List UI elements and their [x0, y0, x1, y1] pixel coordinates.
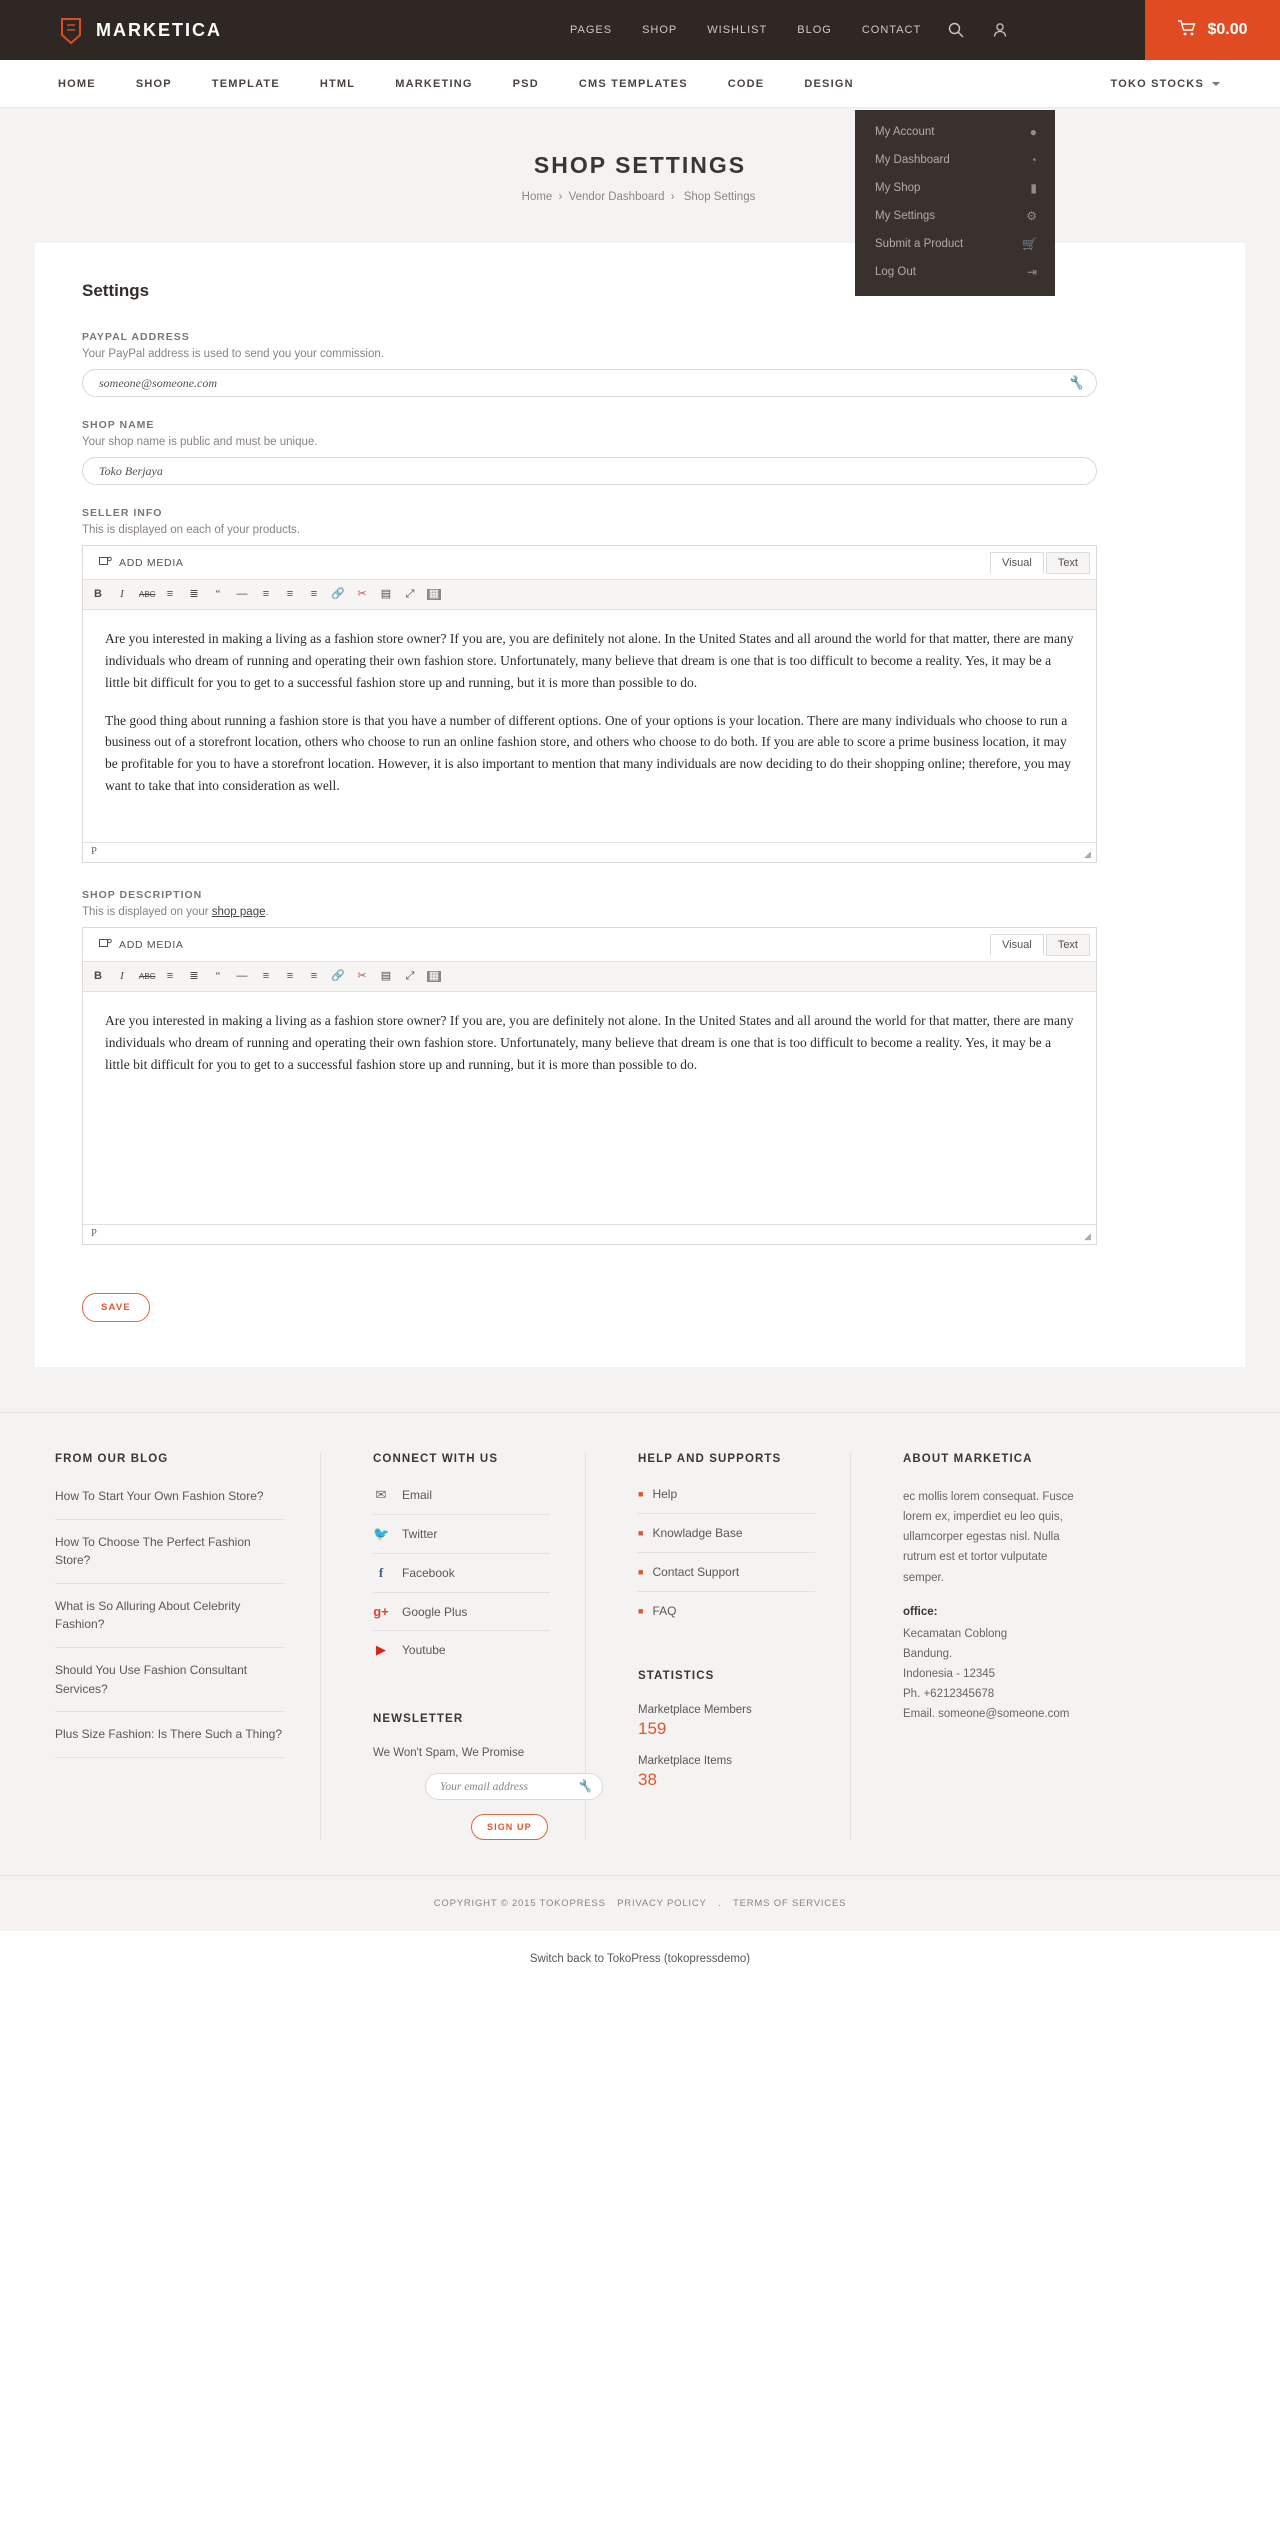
media-icon [99, 937, 112, 952]
nav-item-cms-templates[interactable]: CMS TEMPLATES [578, 77, 688, 90]
paypal-label: PAYPAL ADDRESS [82, 331, 190, 343]
cart-button[interactable] [1145, 0, 1280, 60]
footer-newsletter-subtitle: We Won't Spam, We Promise [373, 1747, 525, 1759]
shopname-field-group [82, 419, 1198, 485]
unordered-list-icon[interactable]: ≡ [166, 588, 174, 600]
twitter-icon: 🐦 [373, 1526, 390, 1541]
footer-blog-link[interactable]: Should You Use Fashion Consultant Services? [55, 1661, 285, 1712]
tab-visual[interactable]: Visual [990, 934, 1044, 956]
settings-title: Settings [82, 281, 150, 300]
fullscreen-icon[interactable]: ⤢ [405, 970, 415, 982]
menu-item-label: My Account [875, 126, 935, 138]
save-button[interactable]: SAVE [82, 1293, 150, 1322]
menu-item-label: My Shop [875, 182, 921, 194]
switch-back-link[interactable]: Switch back to TokoPress (tokopressdemo) [529, 1953, 751, 1965]
copyright-text: COPYRIGHT © 2015 TOKOPRESS [433, 1898, 606, 1909]
email-icon: ✉ [375, 1487, 387, 1502]
help-item-knowladge-base[interactable] [638, 1526, 815, 1553]
nav-item-template[interactable]: TEMPLATE [211, 77, 280, 90]
breadcrumb-separator: › [558, 191, 563, 203]
logo-text: MARKETICA [96, 19, 222, 40]
cart-icon [1177, 19, 1197, 42]
sellerinfo-editor-body[interactable] [83, 610, 1096, 842]
nav-item-psd[interactable]: PSD [512, 77, 539, 90]
read-more-icon[interactable]: ▤ [380, 970, 392, 982]
nav-item-home[interactable]: HOME [58, 77, 96, 90]
sellerinfo-field-group [82, 507, 1198, 863]
footer-blog-link[interactable]: What is So Alluring About Celebrity Fashion? [55, 1597, 285, 1648]
menu-item-log-out[interactable] [855, 258, 1055, 286]
read-more-icon[interactable]: ▤ [380, 588, 392, 600]
nav-item-design[interactable]: DESIGN [804, 77, 854, 90]
kitchen-sink-icon[interactable]: ▦ [428, 970, 440, 982]
bullet-icon: ■ [638, 1567, 644, 1577]
nav-item-html[interactable]: HTML [319, 77, 356, 90]
breadcrumb-item-shop-settings: Shop Settings [683, 191, 756, 203]
nav-item-code[interactable]: CODE [727, 77, 765, 90]
account-dropdown [855, 110, 1055, 296]
google-plus-icon: g+ [373, 1604, 389, 1619]
editor-path: P [91, 846, 97, 857]
align-left-icon[interactable]: ≡ [262, 970, 270, 982]
top-icon-group [947, 21, 1009, 39]
cart-total: $0.00 [1207, 21, 1248, 38]
shopdesc-editor[interactable] [82, 927, 1097, 1245]
menu-item-label: Submit a Product [875, 238, 964, 250]
editor-mode-tabs [990, 552, 1090, 574]
tab-text[interactable]: Text [1046, 934, 1090, 956]
menu-item-my-dashboard[interactable] [855, 146, 1055, 174]
about-address-line: Kecamatan Coblong [903, 1627, 1008, 1640]
sellerinfo-paragraph: Are you interested in making a living as a fashion store owner? If you are, you are definitely not alone. In the United States and all around the world for that matter, there are many individuals who dream of running and operating their own fashion store. Unfortunately, many believe that dream is one that is too difficult to become a reality. Yes, it may be a little bit difficult for you to get to a successful fashion store up and running, but it is more than possible to do. [105, 631, 1074, 690]
stat-label-items: Marketplace Items [638, 1755, 732, 1767]
footer-about-title: ABOUT MARKETICA [903, 1453, 1033, 1465]
help-item-faq[interactable] [638, 1604, 815, 1630]
copyright-dot: . [718, 1898, 722, 1909]
resize-handle-icon[interactable]: ◢ [1084, 1231, 1091, 1241]
social-label: Facebook [402, 1566, 455, 1580]
social-item-twitter[interactable] [373, 1526, 550, 1554]
strikethrough-icon[interactable]: ABC [139, 971, 156, 981]
settings-icon: ⚙ [1026, 209, 1037, 223]
nav-item-shop[interactable]: SHOP [135, 77, 172, 90]
user-icon: ● [1029, 125, 1037, 139]
add-media-label: ADD MEDIA [119, 556, 184, 569]
help-item-help[interactable] [638, 1487, 815, 1514]
add-media-label: ADD MEDIA [119, 938, 184, 951]
unlink-icon[interactable]: ✂ [357, 588, 367, 600]
help-item-label: Knowladge Base [652, 1526, 743, 1540]
wrench-icon[interactable]: 🔧 [577, 1779, 592, 1793]
social-label: Youtube [402, 1643, 446, 1657]
shopname-input-value: Toko Berjaya [99, 463, 163, 478]
editor-format-toolbar [83, 580, 1096, 610]
page-title: SHOP SETTINGS [533, 152, 747, 178]
align-center-icon[interactable]: ≡ [286, 588, 294, 600]
bullet-icon: ■ [638, 1528, 644, 1538]
add-media-button[interactable] [91, 934, 192, 955]
link-icon[interactable]: 🔗 [331, 588, 345, 600]
sellerinfo-label: SELLER INFO [82, 507, 163, 519]
shopdesc-help-pre: This is displayed on your [82, 906, 212, 918]
search-icon[interactable] [947, 21, 965, 39]
unordered-list-icon[interactable]: ≡ [166, 970, 174, 982]
bold-icon[interactable]: B [94, 970, 102, 982]
footer-connect-title: CONNECT WITH US [373, 1453, 499, 1465]
shopdesc-label: SHOP DESCRIPTION [82, 889, 203, 901]
page-header [0, 108, 1280, 243]
breadcrumb-item-vendor-dashboard[interactable]: Vendor Dashboard [568, 191, 665, 203]
user-icon[interactable] [991, 21, 1009, 39]
shopdesc-help-post: . [265, 906, 269, 918]
ordered-list-icon[interactable]: ≣ [189, 970, 199, 982]
media-icon [99, 555, 112, 570]
about-address-line: Ph. +6212345678 [903, 1688, 995, 1701]
social-item-facebook[interactable] [373, 1565, 550, 1593]
paypal-input[interactable] [82, 369, 1097, 397]
footer-newsletter-title: NEWSLETTER [373, 1713, 464, 1725]
breadcrumb-separator: › [670, 191, 675, 203]
menu-item-submit-a-product[interactable] [855, 230, 1055, 258]
about-address-line: Email. someone@someone.com [903, 1708, 1070, 1721]
resize-handle-icon[interactable]: ◢ [1084, 849, 1091, 859]
shopdesc-help [82, 906, 1198, 918]
blockquote-icon[interactable]: “ [215, 970, 221, 982]
privacy-policy-link[interactable]: PRIVACY POLICY [617, 1898, 707, 1909]
shopname-input[interactable] [82, 457, 1097, 485]
breadcrumb [0, 191, 1280, 203]
menu-item-label: Log Out [875, 266, 916, 278]
youtube-icon: ▶ [376, 1642, 386, 1657]
align-center-icon[interactable]: ≡ [286, 970, 294, 982]
editor-path: P [91, 1228, 97, 1239]
nav-item-toko-stocks[interactable] [1111, 78, 1220, 90]
paypal-field-group [82, 331, 1198, 397]
social-label: Google Plus [402, 1604, 468, 1619]
help-item-label: Help [652, 1487, 678, 1501]
logo[interactable] [0, 15, 330, 45]
align-left-icon[interactable]: ≡ [262, 588, 270, 600]
strikethrough-icon[interactable]: ABC [139, 589, 156, 599]
footer-col-blog [55, 1453, 320, 1840]
about-office-label: office: [903, 1605, 938, 1618]
about-text: ec mollis lorem consequat. Fusce lorem ex, imperdiet eu leo quis, ullamcorper egestas nisl. Nulla rutrum est et tortor vulputate semper. [903, 1491, 1074, 1584]
social-item-youtube[interactable] [373, 1642, 550, 1669]
unlink-icon[interactable]: ✂ [357, 970, 367, 982]
footer-columns [0, 1413, 1280, 1875]
nav-item-toko-stocks-label: TOKO STOCKS [1110, 77, 1204, 90]
menu-item-label: My Dashboard [875, 154, 950, 166]
italic-icon[interactable]: I [120, 970, 124, 982]
help-item-contact-support[interactable] [638, 1565, 815, 1592]
newsletter-placeholder: Your email address [440, 1780, 528, 1793]
tab-visual[interactable]: Visual [990, 552, 1044, 574]
editor-format-toolbar [83, 962, 1096, 992]
align-right-icon[interactable]: ≡ [310, 588, 318, 600]
menu-item-my-shop[interactable] [855, 174, 1055, 202]
editor-mode-tabs [990, 934, 1090, 956]
bullet-icon: ■ [638, 1489, 644, 1499]
sellerinfo-editor[interactable] [82, 545, 1097, 863]
social-item-email[interactable] [373, 1487, 550, 1515]
social-label: Twitter [402, 1527, 438, 1541]
logout-icon: ⇥ [1026, 265, 1037, 279]
logo-icon [58, 15, 84, 45]
facebook-icon: f [378, 1565, 384, 1580]
shopname-help: Your shop name is public and must be unique. [82, 436, 318, 448]
sellerinfo-help: This is displayed on each of your products. [82, 524, 300, 536]
shopdesc-editor-body[interactable] [83, 992, 1096, 1224]
sellerinfo-editor-status [83, 842, 1096, 862]
top-nav-item-pages[interactable]: PAGES [570, 24, 613, 36]
help-item-label: FAQ [652, 1604, 677, 1618]
editor-toolbar-top [83, 546, 1096, 580]
blockquote-icon[interactable]: “ [215, 588, 221, 600]
stat-value-members: 159 [638, 1719, 667, 1738]
link-icon[interactable]: 🔗 [331, 970, 345, 982]
editor-toolbar-top [83, 928, 1096, 962]
cart-icon: 🛒 [1022, 237, 1037, 251]
add-media-button[interactable] [91, 552, 192, 573]
italic-icon[interactable]: I [120, 588, 124, 600]
shopname-label: SHOP NAME [82, 419, 155, 431]
shopdesc-editor-status [83, 1224, 1096, 1244]
chevron-down-icon [1212, 82, 1220, 86]
footer-col-help [585, 1453, 850, 1840]
horizontal-rule-icon[interactable]: — [236, 970, 248, 982]
footer [0, 1412, 1280, 1931]
stat-label-members: Marketplace Members [638, 1704, 752, 1716]
ordered-list-icon[interactable]: ≣ [189, 588, 199, 600]
align-right-icon[interactable]: ≡ [310, 970, 318, 982]
about-address-line: Indonesia - 12345 [903, 1668, 996, 1680]
social-label: Email [402, 1488, 433, 1502]
top-nav-item-blog[interactable]: BLOG [797, 24, 832, 36]
terms-of-services-link[interactable]: TERMS OF SERVICES [733, 1898, 847, 1909]
menu-item-my-settings[interactable] [855, 202, 1055, 230]
paypal-help: Your PayPal address is used to send you your commission. [82, 348, 384, 360]
sellerinfo-paragraph: The good thing about running a fashion store is that you have a number of different options. One of your options is your location. There are many individuals who choose to run a business out of a storefront location, others who choose to run an online fashion store, and others who choose to do both. If you are able to score a prime business location, it may be profitable for you to have a storefront location. However, it is also important to mention that many individuals are now deciding to do their shopping online; therefore, you may want to take that into consideration as well. [105, 712, 1071, 794]
signup-button[interactable]: SIGN UP [471, 1814, 548, 1840]
top-nav-item-wishlist[interactable]: WISHLIST [707, 24, 768, 36]
shop-page-link[interactable]: shop page [211, 906, 266, 918]
horizontal-rule-icon[interactable]: — [236, 588, 248, 600]
shopdesc-paragraph: Are you interested in making a living as a fashion store owner? If you are, you are definitely not alone. In the United States and all around the world for that matter, there are many individuals who dream of running and operating their own fashion store. Unfortunately, many believe that dream is one that is too difficult to become a reality. Yes, it may be a little bit difficult for you to get to a successful fashion store up and running, but it is more than possible to do. [105, 1013, 1074, 1072]
social-item-google-plus[interactable] [373, 1604, 550, 1631]
footer-blog-link[interactable]: How To Start Your Own Fashion Store? [55, 1487, 285, 1520]
tab-text[interactable]: Text [1046, 552, 1090, 574]
wrench-icon[interactable]: 🔧 [1067, 375, 1084, 390]
copyright-bar [0, 1875, 1280, 1931]
bullet-icon: ■ [638, 1606, 644, 1616]
page-body [0, 243, 1280, 1412]
breadcrumb-item-home[interactable]: Home [521, 191, 553, 203]
top-nav [570, 24, 921, 36]
switch-bar [0, 1931, 1280, 1991]
bold-icon[interactable]: B [94, 588, 102, 600]
fullscreen-icon[interactable]: ⤢ [405, 588, 415, 600]
settings-card [35, 243, 1245, 1367]
kitchen-sink-icon[interactable]: ▦ [428, 588, 440, 600]
footer-statistics-title: STATISTICS [638, 1670, 715, 1682]
footer-col-about [850, 1453, 1115, 1840]
top-bar [0, 0, 1280, 60]
paypal-input-value: someone@someone.com [99, 375, 218, 390]
footer-blog-title: FROM OUR BLOG [55, 1453, 169, 1465]
top-nav-item-shop[interactable]: SHOP [642, 24, 678, 36]
menu-item-label: My Settings [875, 210, 936, 222]
bag-icon: ▮ [1030, 181, 1037, 195]
footer-blog-link[interactable]: Plus Size Fashion: Is There Such a Thing? [55, 1725, 285, 1758]
footer-help-title: HELP AND SUPPORTS [638, 1453, 782, 1465]
footer-col-connect [320, 1453, 592, 1840]
top-nav-item-contact[interactable]: CONTACT [861, 24, 922, 36]
menu-item-my-account[interactable] [855, 118, 1055, 146]
shopdesc-field-group [82, 889, 1198, 1245]
stat-value-items: 38 [638, 1770, 657, 1789]
newsletter-email-input[interactable] [425, 1773, 603, 1800]
dashboard-icon: ◔ [1029, 153, 1037, 167]
footer-blog-link[interactable]: How To Choose The Perfect Fashion Store? [55, 1533, 285, 1584]
help-item-label: Contact Support [652, 1565, 740, 1579]
about-address-line: Bandung. [903, 1647, 953, 1660]
nav-item-marketing[interactable]: MARKETING [395, 77, 473, 90]
